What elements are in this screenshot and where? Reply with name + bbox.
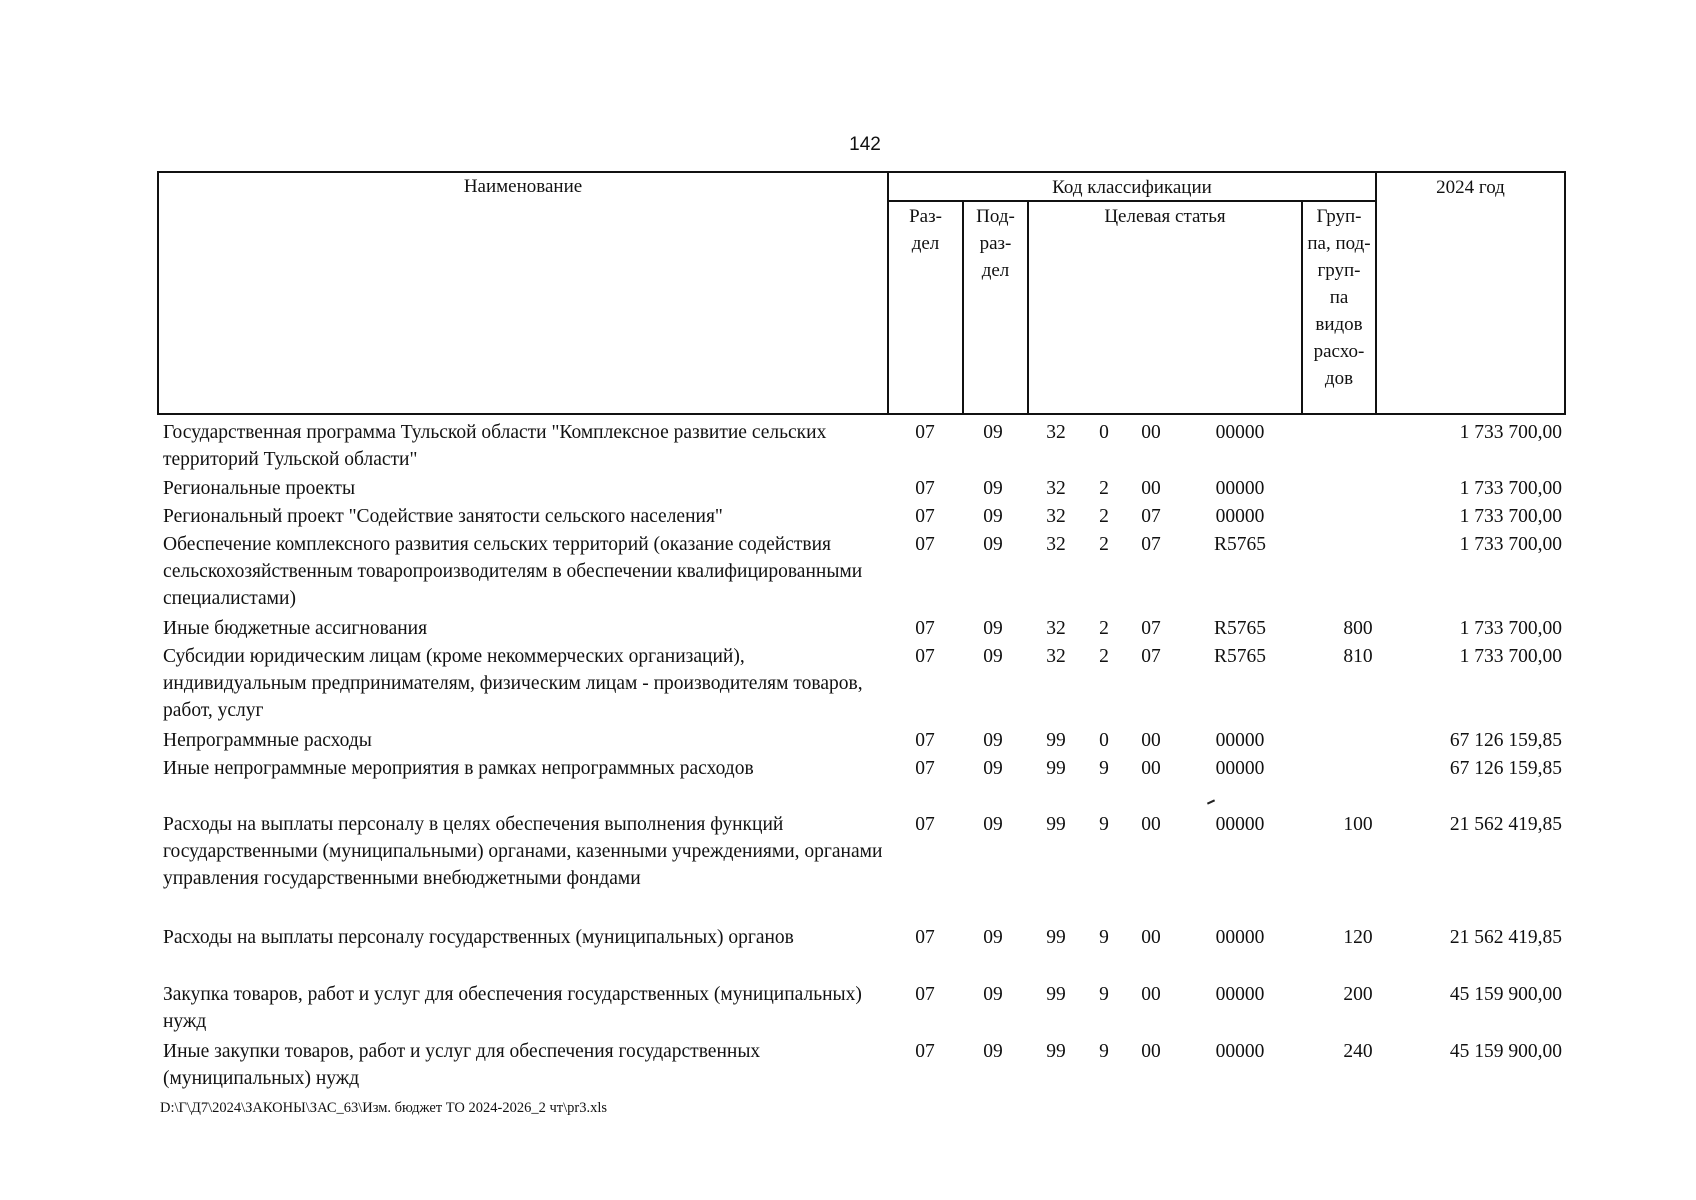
header-podrazdel: Под- раз- дел	[976, 206, 1015, 281]
row-sum: 1 733 700,00	[1459, 646, 1562, 667]
row-sum: 1 733 700,00	[1459, 534, 1562, 555]
row-razdel: 07	[915, 730, 935, 751]
row-podrazdel: 09	[983, 984, 1003, 1005]
row-name: Иные бюджетные ассигнования	[163, 618, 428, 639]
header-group: Груп- па, под- груп- па видов расхо- дов	[1307, 206, 1371, 389]
row-event: 00	[1141, 758, 1161, 779]
scan-mark	[1207, 799, 1215, 804]
row-name: Непрограммные расходы	[163, 730, 372, 751]
row-name: Региональные проекты	[163, 478, 356, 499]
row-direction: 00000	[1215, 758, 1265, 779]
row-razdel: 07	[915, 1041, 935, 1062]
row-group: 810	[1343, 646, 1373, 667]
row-razdel: 07	[915, 534, 935, 555]
row-sum: 67 126 159,85	[1449, 730, 1562, 751]
row-program: 32	[1046, 478, 1066, 499]
row-name: Иные непрограммные мероприятия в рамках непрограммных расходов	[163, 758, 754, 779]
row-sum: 1 733 700,00	[1459, 478, 1562, 499]
row-podrazdel: 09	[983, 814, 1003, 835]
row-sum: 1 733 700,00	[1459, 506, 1562, 527]
row-podrazdel: 09	[983, 506, 1003, 527]
row-subprogram: 9	[1099, 758, 1109, 779]
row-program: 99	[1046, 1041, 1066, 1062]
row-razdel: 07	[915, 618, 935, 639]
header-name: Наименование	[463, 176, 583, 197]
row-razdel: 07	[915, 478, 935, 499]
header-divider	[1375, 171, 1377, 415]
row-event: 07	[1141, 646, 1161, 667]
header-razdel: Раз- дел	[909, 206, 942, 254]
row-razdel: 07	[915, 758, 935, 779]
row-podrazdel: 09	[983, 646, 1003, 667]
row-group: 120	[1343, 927, 1373, 948]
row-razdel: 07	[915, 422, 935, 443]
header-code: Код классификации	[1052, 177, 1212, 198]
row-group: 200	[1343, 984, 1373, 1005]
page-number: 142	[849, 134, 881, 155]
row-sum: 21 562 419,85	[1449, 927, 1562, 948]
row-podrazdel: 09	[983, 758, 1003, 779]
row-event: 07	[1141, 618, 1161, 639]
row-program: 99	[1046, 814, 1066, 835]
row-direction: 00000	[1215, 730, 1265, 751]
row-direction: R5765	[1213, 534, 1266, 555]
row-direction: 00000	[1215, 814, 1265, 835]
row-sum: 1 733 700,00	[1459, 618, 1562, 639]
file-path-footer: D:\Г\Д7\2024\ЗАКОНЫ\ЗАС_63\Изм. бюджет ТО 2024-2026_2 чт\pr3.xls	[160, 1100, 608, 1116]
row-sum: 67 126 159,85	[1449, 758, 1562, 779]
row-sum: 45 159 900,00	[1449, 984, 1562, 1005]
row-sum: 21 562 419,85	[1449, 814, 1562, 835]
row-subprogram: 2	[1099, 534, 1109, 555]
row-direction: 00000	[1215, 927, 1265, 948]
row-event: 00	[1141, 814, 1161, 835]
row-event: 00	[1141, 422, 1161, 443]
row-name: Государственная программа Тульской области "Комплексное развитие сельских территорий Тульской области"	[163, 422, 827, 470]
row-program: 99	[1046, 927, 1066, 948]
row-name: Обеспечение комплексного развития сельских территорий (оказание содействия сельскохозяйственным товаропроизводителям в обеспечении квалифицированными специалистами)	[163, 534, 863, 609]
row-name: Закупка товаров, работ и услуг для обеспечения государственных (муниципальных) нужд	[163, 984, 862, 1032]
row-podrazdel: 09	[983, 618, 1003, 639]
row-direction: 00000	[1215, 478, 1265, 499]
row-program: 99	[1046, 730, 1066, 751]
row-podrazdel: 09	[983, 478, 1003, 499]
row-event: 00	[1141, 927, 1161, 948]
row-subprogram: 2	[1099, 618, 1109, 639]
row-direction: 00000	[1215, 1041, 1265, 1062]
row-direction: 00000	[1215, 422, 1265, 443]
row-podrazdel: 09	[983, 730, 1003, 751]
row-razdel: 07	[915, 646, 935, 667]
row-group: 100	[1343, 814, 1373, 835]
row-program: 32	[1046, 506, 1066, 527]
header-year: 2024 год	[1436, 177, 1505, 198]
row-name: Расходы на выплаты персоналу государственных (муниципальных) органов	[163, 927, 794, 948]
row-subprogram: 2	[1099, 646, 1109, 667]
header-target: Целевая статья	[1104, 206, 1226, 227]
row-program: 32	[1046, 646, 1066, 667]
row-event: 00	[1141, 1041, 1161, 1062]
row-subprogram: 2	[1099, 478, 1109, 499]
row-razdel: 07	[915, 506, 935, 527]
row-name: Субсидии юридическим лицам (кроме некоммерческих организаций), индивидуальным предпринимателям, физическим лицам - производителям товаров, работ, услуг	[163, 646, 863, 721]
row-razdel: 07	[915, 927, 935, 948]
row-direction: R5765	[1213, 646, 1266, 667]
row-event: 00	[1141, 984, 1161, 1005]
row-subprogram: 9	[1099, 1041, 1109, 1062]
row-program: 32	[1046, 534, 1066, 555]
row-podrazdel: 09	[983, 1041, 1003, 1062]
row-event: 00	[1141, 730, 1161, 751]
row-name: Региональный проект "Содействие занятости сельского населения"	[163, 506, 723, 527]
row-name: Расходы на выплаты персоналу в целях обеспечения выполнения функций государственными (муниципальными) органами, казенными учреждениями, органами управления государственными внебюджетными фондами	[163, 814, 883, 889]
row-program: 99	[1046, 758, 1066, 779]
row-direction: R5765	[1213, 618, 1266, 639]
row-event: 07	[1141, 506, 1161, 527]
row-razdel: 07	[915, 814, 935, 835]
row-group: 800	[1343, 618, 1373, 639]
row-podrazdel: 09	[983, 534, 1003, 555]
row-subprogram: 9	[1099, 927, 1109, 948]
row-sum: 45 159 900,00	[1449, 1041, 1562, 1062]
row-name: Иные закупки товаров, работ и услуг для обеспечения государственных (муниципальных) нужд	[163, 1041, 761, 1089]
row-subprogram: 0	[1099, 730, 1109, 751]
row-subprogram: 9	[1099, 984, 1109, 1005]
row-event: 07	[1141, 534, 1161, 555]
header-divider	[1027, 200, 1029, 415]
row-podrazdel: 09	[983, 422, 1003, 443]
row-program: 99	[1046, 984, 1066, 1005]
row-sum: 1 733 700,00	[1459, 422, 1562, 443]
row-direction: 00000	[1215, 506, 1265, 527]
row-podrazdel: 09	[983, 927, 1003, 948]
row-event: 00	[1141, 478, 1161, 499]
row-subprogram: 2	[1099, 506, 1109, 527]
row-program: 32	[1046, 422, 1066, 443]
row-subprogram: 0	[1099, 422, 1109, 443]
row-group: 240	[1343, 1041, 1373, 1062]
row-subprogram: 9	[1099, 814, 1109, 835]
row-direction: 00000	[1215, 984, 1265, 1005]
row-razdel: 07	[915, 984, 935, 1005]
row-program: 32	[1046, 618, 1066, 639]
